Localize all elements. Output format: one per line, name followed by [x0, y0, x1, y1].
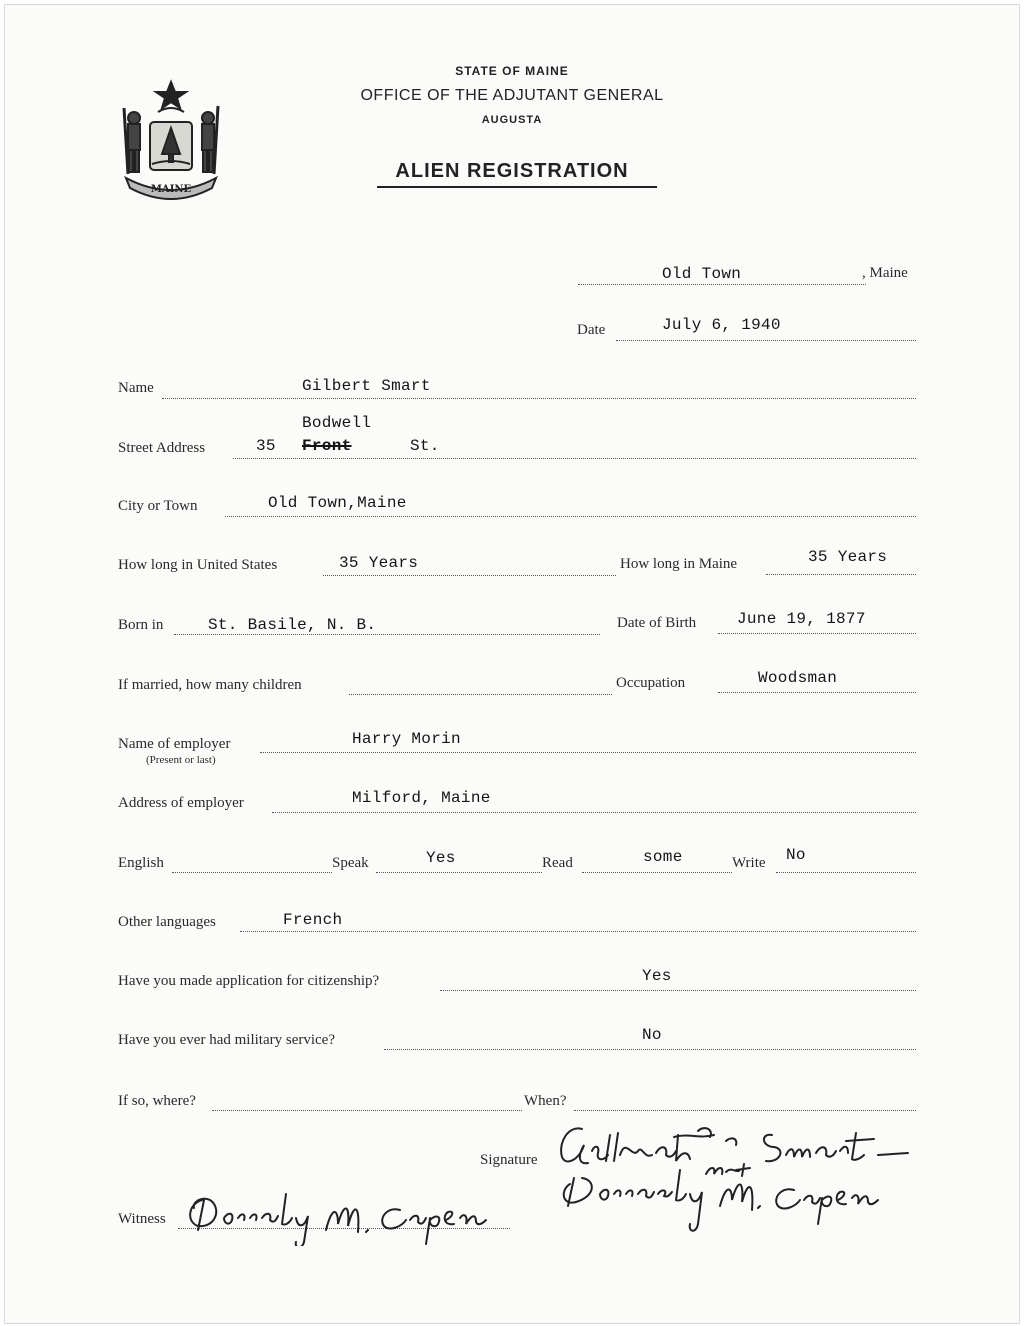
- name-label: Name: [118, 380, 154, 396]
- signature-label: Signature: [480, 1152, 538, 1168]
- street-label: Street Address: [118, 440, 206, 456]
- other-languages-value: French: [283, 911, 343, 929]
- born-in-value: St. Basile, N. B.: [208, 616, 377, 634]
- military-label: Have you ever had military service?: [118, 1032, 335, 1048]
- witness-signature-secondary: [556, 1160, 886, 1240]
- office-heading: OFFICE OF THE ADJUTANT GENERAL: [360, 87, 664, 104]
- english-line: [172, 872, 332, 873]
- military-value: No: [642, 1026, 662, 1044]
- witness-label: Witness: [118, 1211, 166, 1227]
- children-line: [349, 694, 612, 695]
- other-languages-line: [240, 931, 916, 932]
- children-label: If married, how many children: [118, 677, 302, 693]
- occupation-label: Occupation: [616, 675, 686, 691]
- employer-address-label: Address of employer: [118, 795, 244, 811]
- witness-signature: [176, 1186, 506, 1246]
- citizenship-label: Have you made application for citizenship?: [118, 973, 380, 989]
- how-long-maine-line: [766, 574, 916, 575]
- occupation-line: [718, 692, 916, 693]
- read-line: [582, 872, 732, 873]
- employer-label: Name of employer: [118, 736, 231, 752]
- speak-value: Yes: [426, 849, 456, 867]
- street-suffix: St.: [410, 437, 440, 455]
- occupation-value: Woodsman: [758, 669, 838, 687]
- how-long-maine-value: 35 Years: [808, 548, 888, 566]
- write-value: No: [786, 846, 806, 864]
- born-in-label: Born in: [118, 617, 164, 633]
- name-value: Gilbert Smart: [302, 377, 431, 395]
- speak-label: Speak: [332, 855, 369, 871]
- how-long-us-line: [323, 575, 616, 576]
- state-heading: STATE OF MAINE: [455, 64, 569, 78]
- date-of-birth-label: Date of Birth: [617, 615, 697, 631]
- employer-line: [260, 752, 916, 753]
- date-of-birth-line: [718, 633, 916, 634]
- city-heading: AUGUSTA: [481, 114, 543, 126]
- city-line: [225, 516, 916, 517]
- date-label: Date: [577, 322, 606, 338]
- street-number: 35: [256, 437, 276, 455]
- name-line: [162, 398, 916, 399]
- read-label: Read: [542, 855, 573, 871]
- speak-line: [376, 872, 542, 873]
- employer-note: (Present or last): [146, 754, 216, 766]
- location-line: [578, 284, 866, 285]
- employer-value: Harry Morin: [352, 730, 461, 748]
- city-value: Old Town,Maine: [268, 494, 407, 512]
- how-long-us-value: 35 Years: [339, 554, 419, 572]
- street-struck: Front: [302, 437, 352, 455]
- employer-address-line: [272, 812, 916, 813]
- other-languages-label: Other languages: [118, 914, 216, 930]
- location-suffix: , Maine: [862, 265, 908, 281]
- write-line: [776, 872, 916, 873]
- location-town: Old Town: [662, 265, 742, 283]
- form-title: ALIEN REGISTRATION: [395, 160, 629, 182]
- date-value: July 6, 1940: [662, 316, 781, 334]
- where-line: [212, 1110, 522, 1111]
- how-long-maine-label: How long in Maine: [620, 556, 738, 572]
- write-label: Write: [732, 855, 766, 871]
- street-line: [233, 458, 916, 459]
- read-value: some: [643, 848, 683, 866]
- military-line: [384, 1049, 916, 1050]
- where-label: If so, where?: [118, 1093, 196, 1109]
- date-line: [616, 340, 916, 341]
- date-of-birth-value: June 19, 1877: [737, 610, 866, 628]
- citizenship-value: Yes: [642, 967, 672, 985]
- title-underline: [377, 186, 657, 188]
- english-label: English: [118, 855, 164, 871]
- born-in-line: [174, 634, 600, 635]
- citizenship-line: [440, 990, 916, 991]
- svg-text:MAINE: MAINE: [150, 184, 192, 195]
- city-label: City or Town: [118, 498, 198, 514]
- street-inserted: Bodwell: [302, 414, 372, 432]
- when-label: When?: [524, 1093, 567, 1109]
- when-line: [574, 1110, 916, 1111]
- employer-address-value: Milford, Maine: [352, 789, 491, 807]
- how-long-us-label: How long in United States: [118, 557, 278, 573]
